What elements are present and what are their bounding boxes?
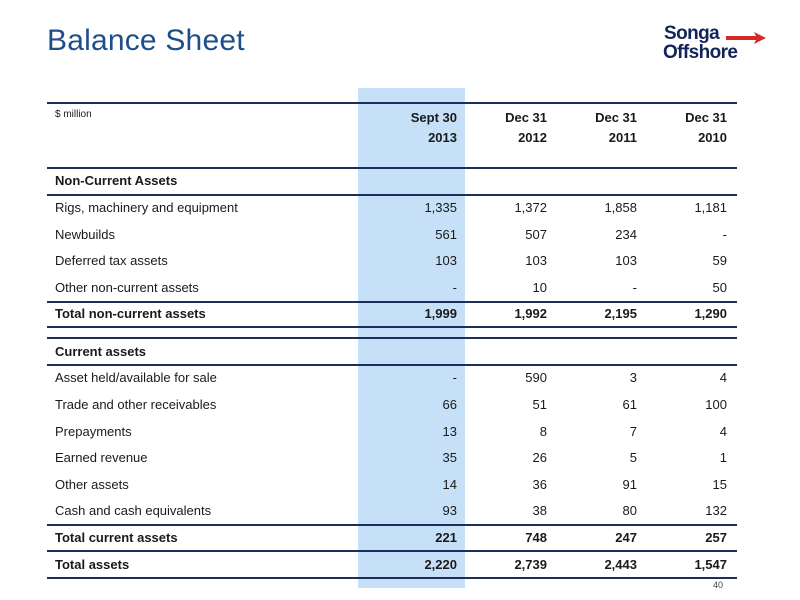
cell-value: -	[452, 370, 457, 385]
cell-value: 1,999	[424, 306, 457, 321]
col-header-sept-2013	[411, 108, 457, 148]
cell-value: 8	[539, 424, 547, 439]
subtotal-rule-top	[47, 301, 737, 303]
section-header-current: Current assets	[55, 344, 147, 359]
cell-value: 91	[622, 477, 637, 492]
cell-value: 1,858	[604, 200, 637, 215]
total-rule-top	[47, 550, 737, 552]
cell-value: 59	[712, 253, 727, 268]
company-logo	[660, 22, 772, 68]
cell-value: 748	[525, 530, 547, 545]
cell-value: 36	[532, 477, 547, 492]
col-header-dec-2011	[595, 108, 637, 148]
subtotal-rule-top	[47, 524, 737, 526]
cell-value: 221	[435, 530, 457, 545]
row-label: Newbuilds	[55, 227, 115, 242]
cell-value: 38	[532, 503, 547, 518]
header-rule	[47, 167, 737, 169]
page-title: Balance Sheet	[47, 24, 245, 57]
col-header-line-1: Dec 31	[595, 110, 637, 125]
cell-value: -	[722, 227, 727, 242]
cell-value: 507	[525, 227, 547, 242]
section-rule	[47, 337, 737, 339]
cell-value: -	[632, 280, 637, 295]
row-label: Asset held/available for sale	[55, 370, 217, 385]
cell-value: 561	[435, 227, 457, 242]
cell-value: 247	[615, 530, 637, 545]
cell-value: 7	[629, 424, 637, 439]
col-header-line-2: 2012	[518, 130, 547, 145]
cell-value: 26	[532, 450, 547, 465]
cell-value: 1,372	[514, 200, 547, 215]
cell-value: 103	[435, 253, 457, 268]
logo-arrow-icon	[726, 31, 766, 45]
cell-value: 103	[525, 253, 547, 268]
cell-value: 4	[719, 370, 727, 385]
unit-label: $ million	[55, 109, 92, 120]
row-label: Other non-current assets	[55, 280, 199, 295]
row-label: Earned revenue	[55, 450, 148, 465]
cell-value: 50	[712, 280, 727, 295]
section-header-noncurrent: Non-Current Assets	[55, 173, 178, 188]
cell-value: 61	[622, 397, 637, 412]
cell-value: 5	[629, 450, 637, 465]
cell-value: -	[452, 280, 457, 295]
cell-value: 100	[705, 397, 727, 412]
row-label: Deferred tax assets	[55, 253, 168, 268]
cell-value: 1,335	[424, 200, 457, 215]
cell-value: 103	[615, 253, 637, 268]
cell-value: 257	[705, 530, 727, 545]
col-header-line-2: 2013	[428, 130, 457, 145]
logo-line-1: Songa	[664, 23, 720, 44]
table-top-rule	[47, 102, 737, 104]
col-header-line-1: Dec 31	[685, 110, 727, 125]
row-label: Prepayments	[55, 424, 132, 439]
cell-value: 15	[712, 477, 727, 492]
cell-value: 35	[442, 450, 457, 465]
cell-value: 10	[532, 280, 547, 295]
logo-line-2: Offshore	[663, 42, 738, 63]
col-header-dec-2010	[685, 108, 727, 148]
cell-value: 51	[532, 397, 547, 412]
cell-value: 234	[615, 227, 637, 242]
row-label: Total non-current assets	[55, 306, 206, 321]
row-label: Cash and cash equivalents	[55, 503, 212, 518]
cell-value: 93	[442, 503, 457, 518]
col-header-line-1: Sept 30	[410, 110, 457, 125]
col-header-dec-2012	[505, 108, 547, 148]
row-label: Rigs, machinery and equipment	[55, 200, 238, 215]
cell-value: 2,739	[514, 557, 547, 572]
subtotal-rule-bottom	[47, 326, 737, 328]
cell-value: 80	[622, 503, 637, 518]
cell-value: 66	[442, 397, 457, 412]
cell-value: 13	[442, 424, 457, 439]
cell-value: 2,443	[604, 557, 637, 572]
section-rule	[47, 364, 737, 366]
table-bottom-rule	[47, 577, 737, 579]
row-label: Trade and other receivables	[55, 397, 217, 412]
cell-value: 14	[442, 477, 457, 492]
page-number: 40	[713, 580, 724, 590]
cell-value: 3	[629, 370, 637, 385]
col-header-line-1: Dec 31	[505, 110, 547, 125]
cell-value: 2,220	[424, 557, 457, 572]
cell-value: 1,547	[694, 557, 727, 572]
cell-value: 1,290	[694, 306, 727, 321]
col-header-line-2: 2010	[698, 130, 727, 145]
cell-value: 4	[719, 424, 727, 439]
cell-value: 1,181	[694, 200, 727, 215]
section-rule	[47, 194, 737, 196]
row-label: Total assets	[55, 557, 130, 572]
cell-value: 1	[719, 450, 727, 465]
row-label: Total current assets	[55, 530, 178, 545]
cell-value: 1,992	[514, 306, 547, 321]
row-label: Other assets	[55, 477, 129, 492]
cell-value: 132	[705, 503, 727, 518]
cell-value: 590	[525, 370, 547, 385]
col-header-line-2: 2011	[608, 130, 637, 145]
cell-value: 2,195	[604, 306, 637, 321]
